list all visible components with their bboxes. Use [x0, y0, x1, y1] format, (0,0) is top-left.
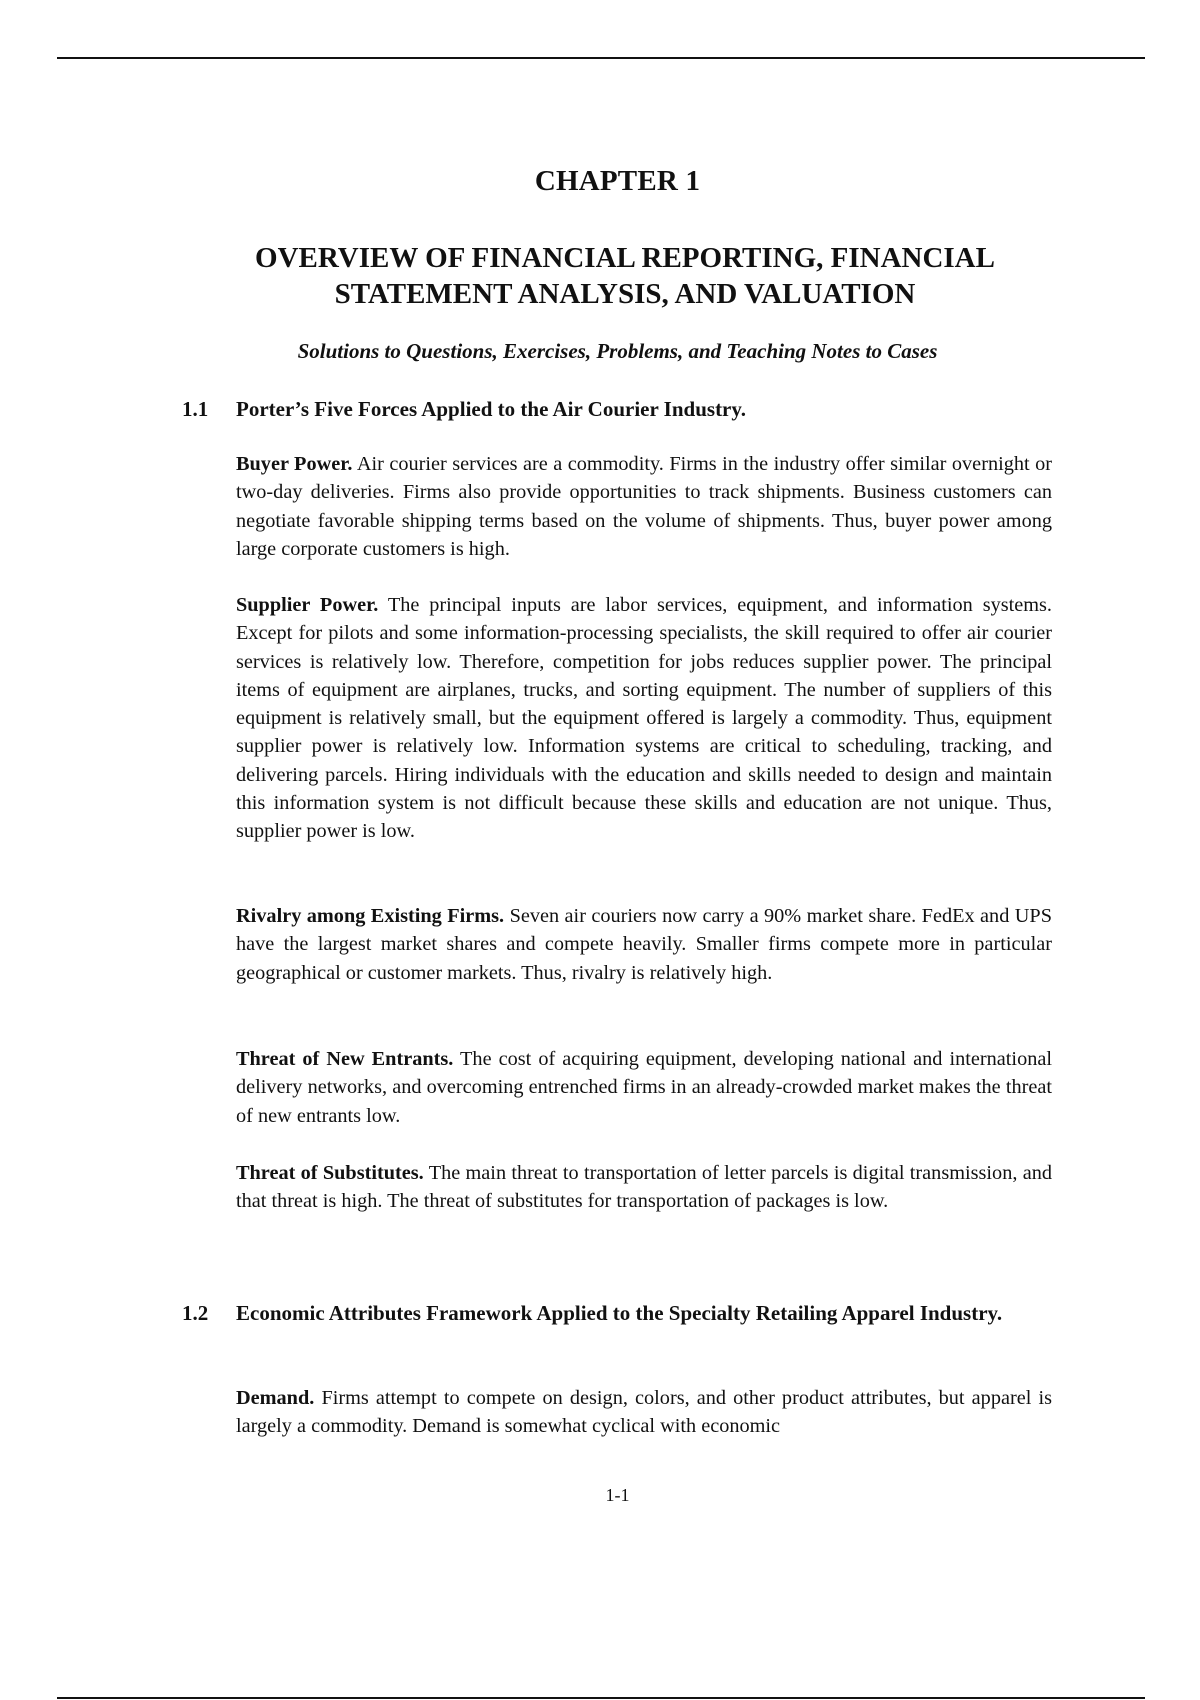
- chapter-title-line-1: OVERVIEW OF FINANCIAL REPORTING, FINANCIAL: [255, 242, 995, 274]
- paragraph-text: Air courier services are a commodity. Firms in the industry offer similar overnight or two-day deliveries. Firms also provide opportunities to track shipments. Business customers can negotiate favorable shipping terms based on the volume of shipments. Thus, buyer power among large corporate customers is high.: [236, 453, 1053, 560]
- chapter-heading: CHAPTER 1: [534, 165, 701, 197]
- section-title: Economic Attributes Framework Applied to the Specialty Retailing Apparel Industry.: [236, 1301, 1003, 1325]
- paragraph-new-entrants: [236, 1045, 1052, 1130]
- paragraph-text: The cost of acquiring equipment, developing national and international delivery networks, and overcoming entrenched firms in an already-crowded market makes the threat of new entrants low.: [236, 1048, 1052, 1127]
- paragraph-rivalry: [236, 902, 1052, 987]
- paragraph-text: The principal inputs are labor services, equipment, and information systems. Except for pilots and some information-processing specialists, the skill required to offer air courier services is relatively low. Therefore, competition for jobs reduces supplier power. The principal items of equipment are airplanes, trucks, and sorting equipment. The number of suppliers of this equipment is relatively small, but the equipment offered is largely a commodity. Thus, equipment supplier power is relatively low. Information systems are critical to scheduling, tracking, and delivering parcels. Hiring individuals with the education and skills needed to design and maintain this information system is not difficult because these skills and education are not unique. Thus, supplier power is low.: [236, 594, 1052, 843]
- paragraph-lead: Threat of New Entrants.: [236, 1048, 454, 1070]
- top-rule: [57, 57, 1145, 59]
- paragraph-lead: Supplier Power.: [236, 594, 379, 616]
- chapter-title-line-2: STATEMENT ANALYSIS, AND VALUATION: [334, 278, 916, 310]
- chapter-subtitle: Solutions to Questions, Exercises, Problems, and Teaching Notes to Cases: [297, 339, 938, 363]
- section-number: 1.1: [182, 397, 209, 421]
- bottom-rule: [57, 1697, 1145, 1699]
- paragraph-supplier-power: [236, 591, 1052, 846]
- paragraph-lead: Buyer Power.: [236, 453, 353, 475]
- section-title: Porter’s Five Forces Applied to the Air Courier Industry.: [236, 397, 746, 421]
- paragraph-demand: [236, 1384, 1052, 1441]
- paragraph-lead: Threat of Substitutes.: [236, 1162, 424, 1184]
- paragraph-lead: Rivalry among Existing Firms.: [236, 905, 505, 927]
- page-number: 1-1: [605, 1485, 630, 1505]
- paragraph-substitutes: [236, 1159, 1052, 1216]
- paragraph-lead: Demand.: [236, 1387, 315, 1409]
- paragraph-text: Firms attempt to compete on design, colors, and other product attributes, but apparel is largely a commodity. Demand is somewhat cyclical with economic: [236, 1387, 1052, 1438]
- paragraph-text: Seven air couriers now carry a 90% market share. FedEx and UPS have the largest market shares and compete heavily. Smaller firms compete more in particular geographical or customer markets. Thus, rivalry is relatively high.: [236, 905, 1052, 984]
- section-number: 1.2: [182, 1301, 209, 1325]
- paragraph-buyer-power: [236, 450, 1052, 563]
- section-heading-1-1: [182, 393, 1052, 425]
- section-heading-1-2: [182, 1297, 1052, 1329]
- paragraph-text: The main threat to transportation of letter parcels is digital transmission, and that threat is high. The threat of substitutes for transportation of packages is low.: [236, 1162, 1052, 1213]
- chapter-title: [180, 240, 1070, 312]
